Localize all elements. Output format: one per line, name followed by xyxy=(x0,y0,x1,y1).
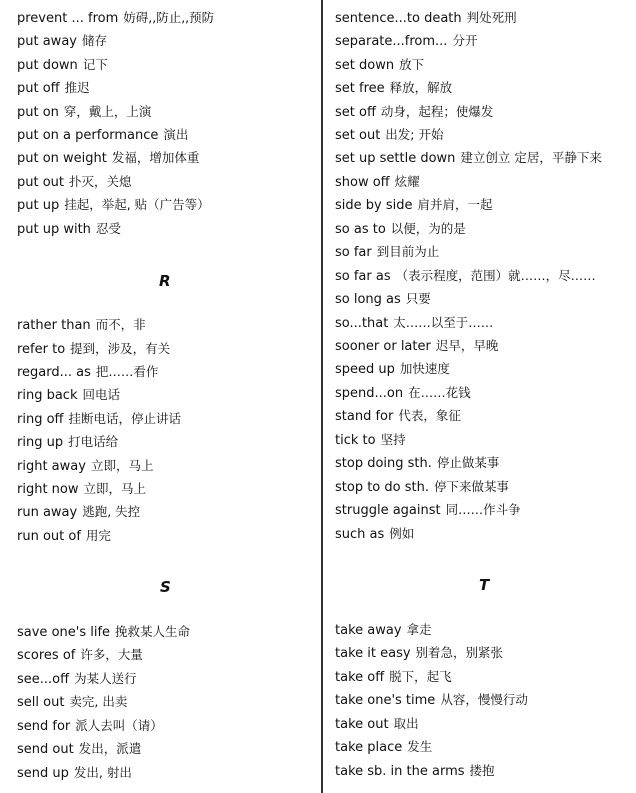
phrase-entry xyxy=(335,80,452,97)
phrase-en: send for xyxy=(17,719,71,734)
phrase-en: so long as xyxy=(335,292,401,307)
phrase-entry xyxy=(17,671,137,688)
phrase-zh: 提到，涉及，有关 xyxy=(70,341,171,356)
section-heading-t: T xyxy=(479,576,490,594)
phrase-en: so far xyxy=(335,245,372,260)
phrase-zh: 许多，大量 xyxy=(80,647,143,662)
phrase-zh: 回电话 xyxy=(82,387,120,402)
phrase-en: right away xyxy=(17,459,86,474)
phrase-zh: 释放，解放 xyxy=(389,80,453,95)
phrase-zh: 太……以至于…… xyxy=(393,315,494,330)
phrase-zh: 炫耀 xyxy=(394,174,420,189)
phrase-en: run out of xyxy=(17,529,81,544)
section-heading-r: R xyxy=(159,272,171,290)
phrase-zh: 挂起，举起, 贴（广告等） xyxy=(64,197,210,212)
phrase-entry xyxy=(17,481,146,498)
phrase-en: save one's life xyxy=(17,625,111,640)
phrase-entry xyxy=(335,57,424,74)
phrase-en: sell out xyxy=(17,695,65,710)
phrase-en: sooner or later xyxy=(335,339,431,354)
phrase-entry xyxy=(335,10,517,27)
phrase-entry xyxy=(335,127,443,144)
phrase-entry xyxy=(335,526,414,543)
phrase-entry xyxy=(17,57,108,74)
phrase-zh: 建立创立 定居，平静下来 xyxy=(460,150,602,165)
phrase-zh: 穿，戴上，上演 xyxy=(63,104,152,119)
phrase-en: take one's time xyxy=(335,693,436,708)
phrase-en: set up settle down xyxy=(335,151,456,166)
phrase-entry xyxy=(335,716,419,733)
phrase-entry xyxy=(17,387,120,404)
phrase-zh: 记下 xyxy=(82,57,108,72)
phrase-entry xyxy=(17,741,141,758)
phrase-zh: 拿走 xyxy=(406,622,432,637)
section-heading-s: S xyxy=(160,578,171,596)
phrase-entry xyxy=(335,150,602,167)
phrase-zh: （表示程度，范围）就……，尽…… xyxy=(395,268,596,283)
phrase-zh: 挂断电话，停止讲话 xyxy=(68,411,182,426)
phrase-entry xyxy=(17,174,132,191)
phrase-en: speed up xyxy=(335,362,395,377)
phrase-en: such as xyxy=(335,527,385,542)
phrase-zh: 例如 xyxy=(389,526,415,541)
phrase-en: regard... as xyxy=(17,365,91,380)
phrase-en: put up with xyxy=(17,222,91,237)
phrase-entry xyxy=(17,434,118,451)
phrase-zh: 动身，起程；使爆发 xyxy=(380,104,494,119)
phrase-en: take out xyxy=(335,717,389,732)
phrase-zh: 为某人送行 xyxy=(74,671,137,686)
phrase-entry xyxy=(335,622,432,639)
phrase-entry xyxy=(335,479,509,496)
phrase-entry xyxy=(17,10,214,27)
phrase-zh: 发出, 射出 xyxy=(73,765,132,780)
phrase-en: set free xyxy=(335,81,385,96)
phrase-entry xyxy=(17,718,163,735)
phrase-en: scores of xyxy=(17,648,76,663)
phrase-entry xyxy=(335,315,493,332)
phrase-entry xyxy=(17,33,107,50)
phrase-en: put off xyxy=(17,81,60,96)
phrase-zh: 发生 xyxy=(407,739,433,754)
phrase-zh: 挽救某人生命 xyxy=(115,624,191,639)
phrase-entry xyxy=(17,411,181,428)
phrase-entry xyxy=(17,127,188,144)
phrase-zh: 到目前为止 xyxy=(376,244,440,259)
phrase-en: put away xyxy=(17,34,77,49)
phrase-zh: 代表，象征 xyxy=(398,408,461,423)
phrase-entry xyxy=(335,669,452,686)
phrase-en: take place xyxy=(335,740,403,755)
phrase-entry xyxy=(17,458,153,475)
phrase-entry xyxy=(335,197,493,214)
phrase-entry xyxy=(17,647,143,664)
phrase-en: right now xyxy=(17,482,79,497)
phrase-en: put up xyxy=(17,198,60,213)
phrase-zh: 判处死刑 xyxy=(466,10,517,25)
phrase-entry xyxy=(17,364,158,381)
phrase-en: see...off xyxy=(17,672,70,687)
column-divider xyxy=(321,0,323,793)
phrase-entry xyxy=(335,763,495,780)
phrase-en: set off xyxy=(335,105,376,120)
phrase-entry xyxy=(335,291,431,308)
phrase-zh: 只要 xyxy=(405,291,431,306)
phrase-en: struggle against xyxy=(335,503,441,518)
phrase-en: put on xyxy=(17,105,59,120)
phrase-zh: 妨碍,,防止,,预防 xyxy=(123,10,215,25)
phrase-zh: 立即，马上 xyxy=(83,481,147,496)
phrase-zh: 脱下，起飞 xyxy=(389,669,452,684)
phrase-zh: 把……看作 xyxy=(95,364,159,379)
phrase-entry xyxy=(335,104,493,121)
phrase-en: put on weight xyxy=(17,151,107,166)
phrase-zh: 打电话给 xyxy=(68,434,119,449)
phrase-zh: 用完 xyxy=(85,528,111,543)
phrase-en: sentence...to death xyxy=(335,11,462,26)
phrase-en: set down xyxy=(335,58,395,73)
phrase-entry xyxy=(17,104,151,121)
phrase-zh: 而不，非 xyxy=(95,317,146,332)
phrase-zh: 演出 xyxy=(163,127,189,142)
phrase-en: stop to do sth. xyxy=(335,480,429,495)
phrase-en: ring off xyxy=(17,412,64,427)
phrase-entry xyxy=(335,385,471,402)
phrase-en: take away xyxy=(335,623,402,638)
phrase-en: take off xyxy=(335,670,385,685)
phrase-entry xyxy=(17,624,190,641)
phrase-entry xyxy=(17,765,132,782)
phrase-entry xyxy=(335,739,432,756)
phrase-entry xyxy=(17,197,210,214)
phrase-en: tick to xyxy=(335,433,376,448)
phrase-entry xyxy=(335,221,466,238)
phrase-zh: 停止做某事 xyxy=(436,455,500,470)
phrase-en: show off xyxy=(335,175,390,190)
phrase-en: stand for xyxy=(335,409,394,424)
phrase-en: so far as xyxy=(335,269,391,284)
phrase-zh: 肩并肩，一起 xyxy=(417,197,493,212)
phrase-zh: 忍受 xyxy=(95,221,121,236)
phrase-zh: 发出，派遣 xyxy=(78,741,142,756)
phrase-zh: 取出 xyxy=(393,716,419,731)
phrase-zh: 别着急，别紧张 xyxy=(415,645,504,660)
phrase-entry xyxy=(17,694,127,711)
phrase-en: so...that xyxy=(335,316,389,331)
phrase-en: take sb. in the arms xyxy=(335,764,465,779)
phrase-zh: 从容，慢慢行动 xyxy=(440,692,528,707)
phrase-en: send out xyxy=(17,742,74,757)
phrase-entry xyxy=(335,692,528,709)
phrase-en: spend...on xyxy=(335,386,404,401)
phrase-zh: 迟早，早晚 xyxy=(435,338,499,353)
phrase-entry xyxy=(335,408,461,425)
phrase-en: refer to xyxy=(17,342,66,357)
phrase-entry xyxy=(335,432,406,449)
phrase-en: send up xyxy=(17,766,69,781)
phrase-zh: 推迟 xyxy=(64,80,90,95)
phrase-en: set out xyxy=(335,128,381,143)
phrase-zh: 同……作斗争 xyxy=(445,502,521,517)
phrase-entry xyxy=(335,455,499,472)
phrase-entry xyxy=(17,317,146,334)
phrase-zh: 停下来做某事 xyxy=(433,479,509,494)
phrase-zh: 扑灭，关熄 xyxy=(69,174,132,189)
phrase-entry xyxy=(17,80,90,97)
phrase-entry xyxy=(17,528,111,545)
phrase-zh: 逃跑, 失控 xyxy=(82,504,141,519)
phrase-entry xyxy=(335,338,498,355)
phrase-entry xyxy=(335,174,420,191)
phrase-entry xyxy=(335,33,477,50)
phrase-entry xyxy=(335,244,439,261)
phrase-en: put on a performance xyxy=(17,128,159,143)
phrase-entry xyxy=(17,341,170,358)
phrase-zh: 出发; 开始 xyxy=(385,127,444,142)
phrase-en: separate...from... xyxy=(335,34,448,49)
phrase-entry xyxy=(335,645,503,662)
phrase-zh: 加快速度 xyxy=(399,361,450,376)
phrase-entry xyxy=(335,268,596,285)
phrase-en: so as to xyxy=(335,222,386,237)
phrase-en: take it easy xyxy=(335,646,411,661)
phrase-zh: 以便，为的是 xyxy=(390,221,466,236)
phrase-en: run away xyxy=(17,505,78,520)
phrase-en: rather than xyxy=(17,318,91,333)
phrase-zh: 储存 xyxy=(81,33,107,48)
phrase-entry xyxy=(17,150,199,167)
phrase-en: stop doing sth. xyxy=(335,456,432,471)
phrase-zh: 发福，增加体重 xyxy=(111,150,200,165)
phrase-entry xyxy=(335,502,521,519)
phrase-en: side by side xyxy=(335,198,413,213)
phrase-en: put out xyxy=(17,175,65,190)
phrase-zh: 搂抱 xyxy=(469,763,495,778)
phrase-entry xyxy=(17,221,121,238)
phrase-en: prevent ... from xyxy=(17,11,119,26)
phrase-zh: 坚持 xyxy=(380,432,406,447)
phrase-en: put down xyxy=(17,58,78,73)
phrase-en: ring back xyxy=(17,388,78,403)
phrase-zh: 在……花钱 xyxy=(408,385,471,400)
phrase-entry xyxy=(17,504,140,521)
phrase-zh: 分开 xyxy=(452,33,478,48)
phrase-zh: 派人去叫（请） xyxy=(75,718,163,733)
phrase-zh: 卖完, 出卖 xyxy=(69,694,128,709)
phrase-en: ring up xyxy=(17,435,64,450)
phrase-zh: 立即，马上 xyxy=(90,458,154,473)
phrase-entry xyxy=(335,361,450,378)
phrase-zh: 放下 xyxy=(399,57,425,72)
